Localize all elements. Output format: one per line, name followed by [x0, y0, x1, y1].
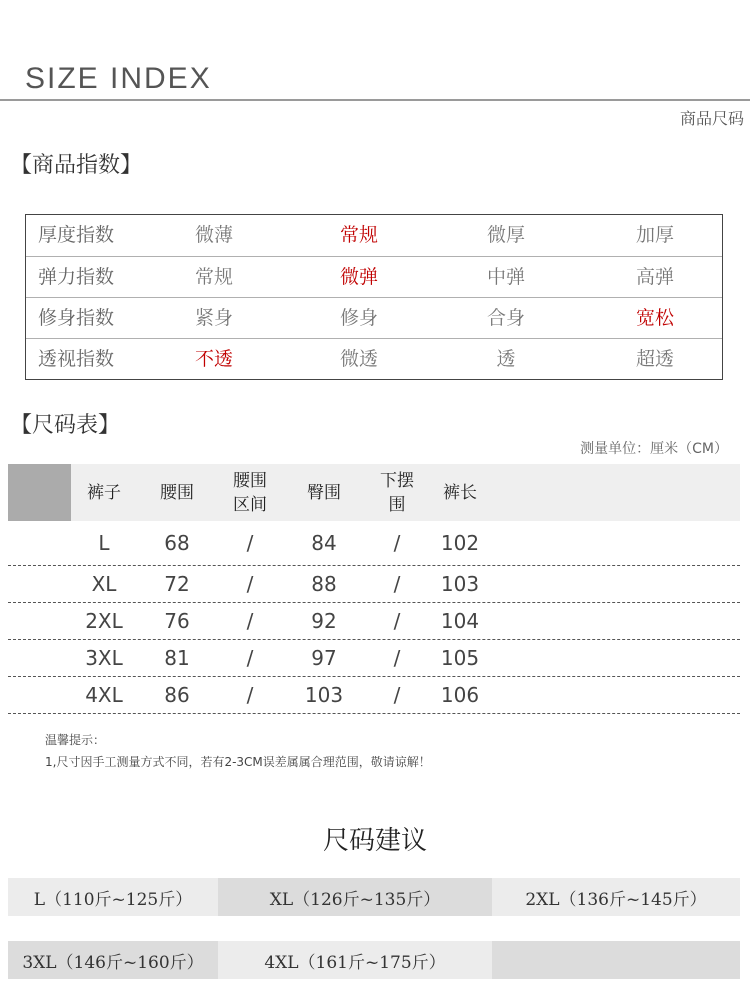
suggestion-cell: 2XL（136斤~145斤）	[492, 878, 740, 916]
header-waist: 腰围	[160, 482, 194, 503]
tips-text: 1,尺寸因手工测量方式不同，若有2-3CM误差属属合理范围，敬请谅解！	[45, 755, 431, 769]
cell-length: 102	[440, 531, 480, 555]
table-row	[8, 566, 740, 603]
index-option: 修身	[339, 307, 378, 329]
cell-waist: 72	[164, 572, 190, 596]
cell-waist: 86	[164, 683, 190, 707]
index-option: 微薄	[194, 224, 233, 246]
cell-waist-range: /	[246, 531, 254, 555]
cell-length: 106	[440, 683, 480, 707]
cell-waist-range: /	[246, 646, 254, 670]
table-row	[8, 521, 740, 566]
index-option: 透	[496, 348, 516, 370]
product-index-title: 【商品指数】	[10, 153, 143, 178]
cell-length: 104	[440, 609, 480, 633]
index-row	[26, 338, 722, 379]
tips-title: 温馨提示：	[45, 733, 106, 747]
index-name: 厚度指数	[38, 224, 115, 246]
header-length: 裤长	[443, 482, 477, 503]
cell-size: 4XL	[85, 683, 123, 707]
size-index-title: SIZE INDEX	[25, 62, 212, 95]
index-option: 微弹	[339, 266, 378, 288]
index-option: 加厚	[635, 224, 674, 246]
cell-waist-range: /	[246, 683, 254, 707]
cell-hip: 97	[311, 646, 337, 670]
cell-size: 3XL	[85, 646, 123, 670]
cell-waist-range: /	[246, 572, 254, 596]
cell-waist-range: /	[246, 609, 254, 633]
index-name: 弹力指数	[38, 266, 115, 288]
cell-size: 2XL	[85, 609, 123, 633]
header-pants: 裤子	[87, 482, 121, 503]
suggestion-cell: L（110斤~125斤）	[8, 878, 218, 916]
cell-hem: /	[393, 683, 401, 707]
cell-hip: 84	[311, 531, 337, 555]
header-waist-range: 腰围区间	[233, 470, 267, 515]
cell-hem: /	[393, 609, 401, 633]
cell-hem: /	[393, 646, 401, 670]
unit-note: 测量单位：厘米（CM）	[580, 441, 728, 457]
table-row	[8, 603, 740, 640]
index-option: 紧身	[194, 307, 233, 329]
cell-hip: 92	[311, 609, 337, 633]
size-chart-title: 【尺码表】	[10, 413, 121, 438]
index-option: 高弹	[635, 266, 674, 288]
header-divider	[0, 99, 750, 101]
index-name: 修身指数	[38, 307, 115, 329]
table-row	[8, 677, 740, 714]
suggestion-cell: XL（126斤~135斤）	[218, 878, 492, 916]
index-option: 常规	[339, 224, 378, 246]
index-option: 微透	[339, 348, 378, 370]
cell-size: L	[98, 531, 110, 555]
index-option: 常规	[194, 266, 233, 288]
index-row	[26, 215, 722, 256]
cell-length: 103	[440, 572, 480, 596]
header-accent-block	[8, 464, 71, 521]
size-chart-header	[8, 464, 740, 521]
index-option: 微厚	[486, 224, 525, 246]
cell-hem: /	[393, 572, 401, 596]
product-size-label: 商品尺码	[679, 109, 744, 128]
index-name: 透视指数	[38, 348, 115, 370]
index-option: 超透	[635, 348, 674, 370]
cell-length: 105	[440, 646, 480, 670]
index-row	[26, 297, 722, 338]
cell-hip: 103	[304, 683, 344, 707]
suggestion-cell: 4XL（161斤~175斤）	[218, 941, 492, 979]
cell-hip: 88	[311, 572, 337, 596]
table-row	[8, 640, 740, 677]
cell-hem: /	[393, 531, 401, 555]
header-hip: 臀围	[307, 482, 341, 503]
cell-waist: 68	[164, 531, 190, 555]
cell-waist: 81	[164, 646, 190, 670]
index-row	[26, 256, 722, 297]
suggestion-empty-cell	[492, 941, 740, 979]
index-option: 中弹	[486, 266, 525, 288]
product-index-table	[25, 214, 723, 380]
index-option: 宽松	[635, 307, 674, 329]
size-suggestion-title: 尺码建议	[322, 826, 427, 856]
suggestion-cell: 3XL（146斤~160斤）	[8, 941, 218, 979]
index-option: 合身	[486, 307, 525, 329]
index-option: 不透	[194, 348, 233, 370]
cell-waist: 76	[164, 609, 190, 633]
header-hem: 下摆围	[380, 470, 414, 515]
cell-size: XL	[91, 572, 117, 596]
